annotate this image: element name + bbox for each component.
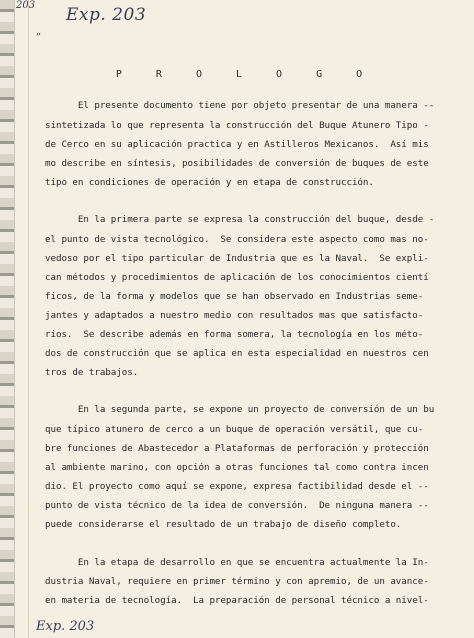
paragraph-3-line-1: En la segunda parte, se expone un proyecto de conversión de un bu <box>45 404 435 415</box>
paragraph-3-line-3: bre funciones de Abastecedor a Plataformas de perforación y protección <box>45 443 429 454</box>
paragraph-4-line-3: en materia de tecnología. La preparación de personal técnico a nivel- <box>45 595 429 606</box>
paragraph-2-line-3: vedoso por el tipo particular de Industria que es la Naval. Se expli- <box>45 253 429 264</box>
paragraph-2-line-7: rios. Se describe además en forma somera, la tecnología en los méto- <box>45 329 424 340</box>
paragraph-3-line-6: punto de vista técnico de la idea de conversión. De ninguna manera -- <box>45 500 429 511</box>
paragraph-2-line-1: En la primera parte se expresa la construcción del buque, desde - <box>45 214 435 225</box>
handwritten-file-label-top: Exp. 203 <box>66 5 147 25</box>
paragraph-1-line-3: de Cerco en su aplicación practica y en Astilleros Mexicanos. Así mis <box>45 139 429 150</box>
paragraph-3-line-4: al ambiente marino, con opción a otras funciones tal como contra incen <box>45 462 429 473</box>
paragraph-2-line-2: el punto de vista tecnológico. Se considera este aspecto como mas no- <box>45 234 429 245</box>
margin-line <box>28 0 29 638</box>
paragraph-2-line-6: jantes y adaptados a nuestro medio con resultados mas que satisfacto- <box>45 310 424 321</box>
paragraph-2-line-4: can métodos y procedimientos de aplicación de los conocimientos cientí <box>45 272 429 283</box>
handwritten-page-number: 203 <box>16 0 36 11</box>
paragraph-3-line-2: que típico atunero de cerco a un buque de operación versátil, que cu- <box>45 424 424 435</box>
handwritten-file-label-bottom: Exp. 203 <box>36 619 95 634</box>
paragraph-4-line-2: dustria Naval, requiere en primer término y con apremio, de un avance- <box>45 576 429 587</box>
paragraph-3-line-7: puede considerarse el resultado de un trabajo de diseño completo. <box>45 519 402 530</box>
paragraph-3-line-5: dio. El proyecto como aquí se expone, expresa factibilidad desde el -- <box>45 481 429 492</box>
paragraph-1-line-1: El presente documento tiene por objeto presentar de una manera -- <box>45 100 435 111</box>
paragraph-2-line-8: dos de construcción que se aplica en esta especialidad en nuestros cen <box>45 348 429 359</box>
perforation-strip <box>0 0 15 638</box>
paragraph-1-line-4: mo describe en síntesis, posibilidades de conversión de buques de este <box>45 158 429 169</box>
document-title: P R O L O G O <box>115 69 377 80</box>
paragraph-1-line-5: tipo en condiciones de operación y en etapa de construcción. <box>45 177 374 188</box>
paragraph-4-line-1: En la etapa de desarrollo en que se encuentra actualmente la In- <box>45 557 429 568</box>
paragraph-2-line-5: ficos, de la forma y modelos que se han observado en Industrias seme- <box>45 291 424 302</box>
handwritten-mark: „ <box>36 26 42 37</box>
paragraph-2-line-9: tros de trabajos. <box>45 367 139 378</box>
paragraph-1-line-2: sintetizada lo que representa la construcción del Buque Atunero Tipo - <box>45 120 429 131</box>
